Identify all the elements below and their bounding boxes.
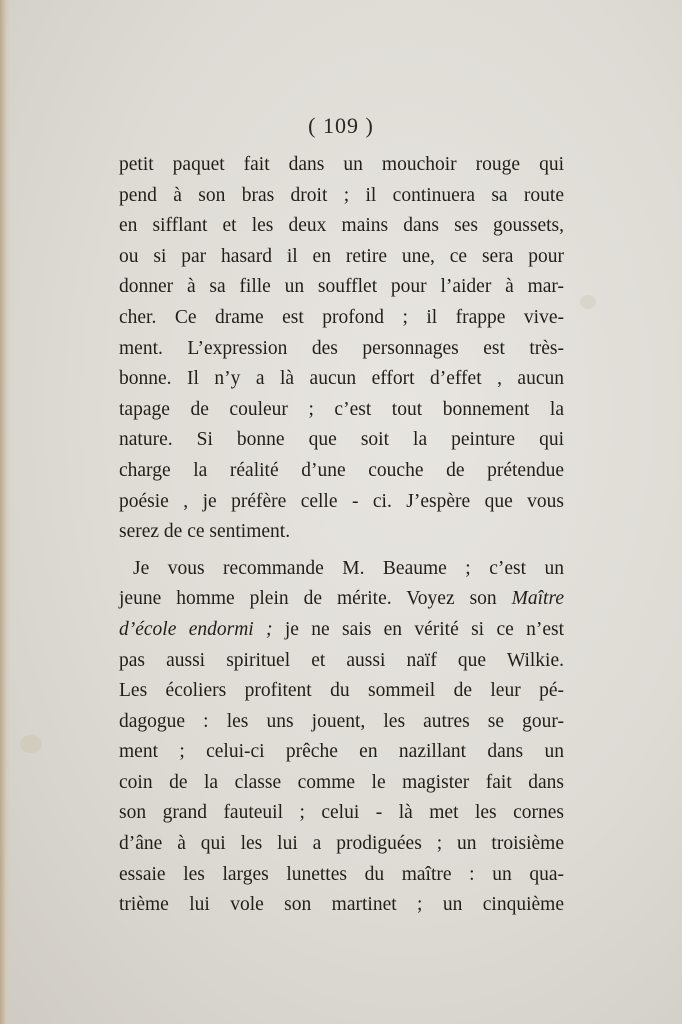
text-run: jeune homme plein de mérite. Voyez son — [119, 588, 512, 610]
text-line: ou si par hasard il en retire une, ce sera pour — [119, 245, 564, 267]
text-line: poésie , je préfère celle - ci. J’espère que vous — [119, 490, 564, 512]
paragraph-2 — [119, 554, 564, 921]
text-run: je ne sais en vérité si ce n’est — [272, 618, 564, 640]
body-text — [119, 150, 564, 921]
italic-title: Maître — [511, 588, 564, 610]
text-line: essaie les larges lunettes du maître : un qua- — [119, 863, 564, 885]
text-line: charge la réalité d’une couche de prétendue — [119, 459, 564, 481]
text-line: cher. Ce drame est profond ; il frappe vive- — [119, 306, 564, 328]
paragraph-1 — [119, 150, 564, 548]
text-line: trième lui vole son martinet ; un cinquième — [119, 894, 564, 916]
text-line — [119, 584, 564, 615]
paper-stain — [20, 735, 42, 753]
text-line: pend à son bras droit ; il continuera sa route — [119, 184, 564, 206]
text-line: son grand fauteuil ; celui - là met les cornes — [119, 802, 564, 824]
text-line: pas aussi spirituel et aussi naïf que Wilkie. — [119, 649, 564, 671]
text-line: serez de ce sentiment. — [119, 521, 291, 543]
text-line: nature. Si bonne que soit la peinture qui — [119, 429, 564, 451]
page-edge — [0, 0, 10, 1024]
text-line: donner à sa fille un soufflet pour l’aider à mar- — [119, 276, 564, 298]
text-line: ment ; celui-ci prêche en nazillant dans un — [119, 741, 564, 763]
page-number: ( 109 ) — [308, 113, 374, 138]
paper-stain — [580, 295, 596, 309]
text-line: bonne. Il n’y a là aucun effort d’effet , aucun — [119, 368, 564, 390]
text-line: ment. L’expression des personnages est très- — [119, 337, 564, 359]
text-line: dagogue : les uns jouent, les autres se gour- — [119, 710, 564, 732]
text-line: d’âne à qui les lui a prodiguées ; un troisième — [119, 833, 564, 855]
text-line: petit paquet fait dans un mouchoir rouge qui — [119, 154, 564, 175]
italic-title: d’école endormi ; — [119, 618, 273, 640]
text-line — [119, 615, 564, 646]
text-line: Je vous recommande M. Beaume ; c’est un — [133, 557, 564, 579]
text-line: en sifflant et les deux mains dans ses goussets, — [119, 215, 564, 237]
text-line: tapage de couleur ; c’est tout bonnement la — [119, 398, 564, 420]
text-line: coin de la classe comme le magister fait dans — [119, 771, 564, 793]
text-line: Les écoliers profitent du sommeil de leur pé- — [119, 680, 564, 702]
